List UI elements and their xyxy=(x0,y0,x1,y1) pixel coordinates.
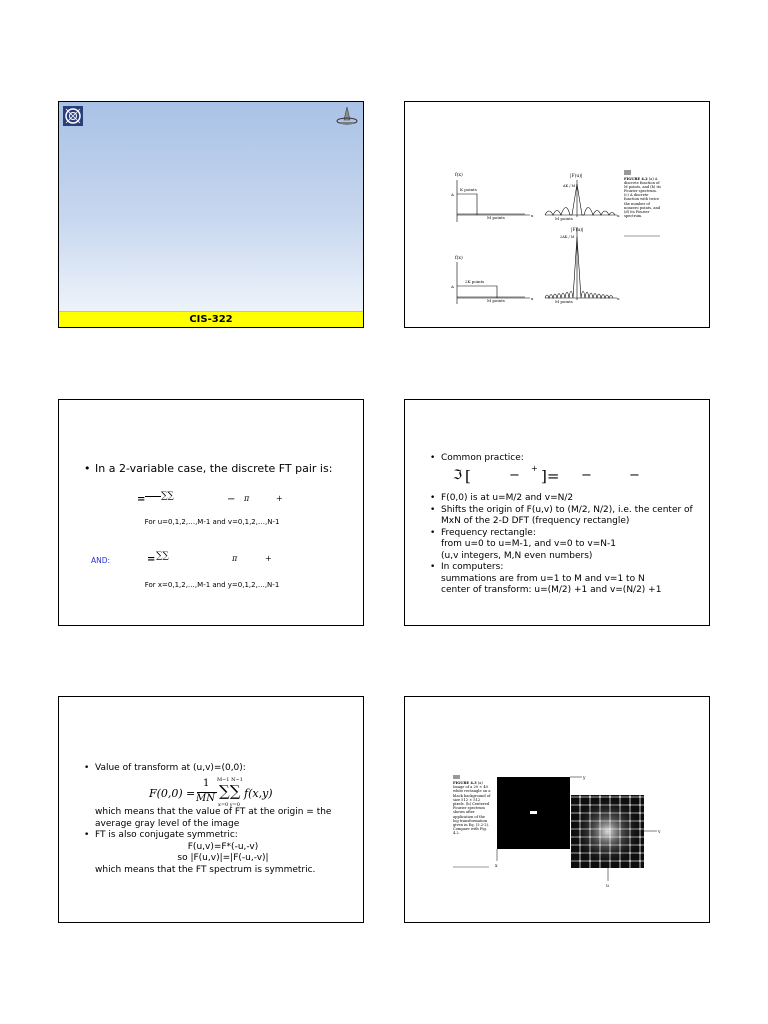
eq2-plus: + xyxy=(265,554,272,563)
conjugate-equation: F(u,v)=F*(-u,-v) xyxy=(187,841,259,852)
label-k-points-top: K points xyxy=(460,187,477,192)
inverse-dft-equation xyxy=(147,552,297,570)
label-f-x-top: f(x) xyxy=(455,173,463,178)
figure-4-3-caption xyxy=(453,781,491,836)
tower-logo-icon xyxy=(335,106,359,126)
label-f-x-bottom: f(x) xyxy=(455,256,463,261)
eq1-range: For u=0,1,2,…,M-1 and v=0,1,2,…,N-1 xyxy=(144,518,280,526)
shift-formula: ℑ [ − + ]= − − xyxy=(453,464,640,485)
figure-4-3-caption-title: FIGURE 4.3 xyxy=(453,781,477,785)
slide-4-bullets xyxy=(429,453,705,465)
formula-double-sum: ∑∑ xyxy=(219,782,241,800)
eq1-pi: π xyxy=(244,494,250,503)
label-abs-F-u-top: |F(u)| xyxy=(570,174,583,179)
plot-d-fourier-spectrum xyxy=(545,227,617,300)
summation-range-line: summations are from u=1 to M and v=1 to N xyxy=(441,573,645,584)
label-m-points-d: M points xyxy=(555,299,573,304)
ft-pair-intro: • In a 2-variable case, the discrete FT pair is: xyxy=(83,462,353,475)
figure-4-2-plots xyxy=(405,102,708,326)
frequency-rectangle-bullet: • Frequency rectangle: xyxy=(429,528,709,540)
slide-1-title xyxy=(58,101,364,328)
formula-numerator: 1 xyxy=(203,778,210,789)
average-gray-level-text: which means that the value of FT at the origin = the average gray level of the image xyxy=(95,807,332,829)
eq2-equals: = xyxy=(147,554,156,565)
eq1-plus: + xyxy=(276,494,283,503)
formula-denominator: MN xyxy=(196,793,215,804)
eq1-minus: − xyxy=(227,494,236,505)
label-u-top: u xyxy=(617,213,620,218)
slide-5-dc-value xyxy=(58,696,364,923)
formula-fxy: f(x,y) xyxy=(244,787,273,800)
course-code: CIS-322 xyxy=(189,314,233,325)
caption-panel-marker xyxy=(624,170,631,175)
plot-b-fourier-spectrum xyxy=(545,180,617,217)
eq1-range-wrap xyxy=(59,518,364,526)
slide-3-ft-pair xyxy=(58,399,364,626)
label-m-points-c: M points xyxy=(487,298,505,303)
white-rectangle xyxy=(530,811,537,814)
common-practice-bullet: • Common practice: xyxy=(429,453,705,465)
label-2k-points: 2K points xyxy=(465,279,485,284)
axis-label-y: x xyxy=(495,864,498,869)
conjugate-symmetric-bullet: • FT is also conjugate symmetric: xyxy=(83,830,363,842)
formula-eq: = xyxy=(186,787,196,800)
eq2-double-sum: ∑∑ xyxy=(156,551,169,561)
slide-5-bullets xyxy=(83,807,363,876)
forward-dft-equation xyxy=(137,492,297,510)
shift-bullet: • Shifts the origin of F(u,v) to (M/2, N/2), i.e. the center of MxN of the 2-D DFT (frequency rectangle) xyxy=(429,505,709,528)
axis-label-u: u xyxy=(606,884,609,889)
eq2-range: For x=0,1,2,…,M-1 and y=0,1,2,…,N-1 xyxy=(144,581,280,589)
label-m-points-b: M points xyxy=(555,216,573,221)
frequency-integers-line: (u,v integers, M,N even numbers) xyxy=(441,550,593,561)
and-label: AND: xyxy=(91,556,111,565)
eq1-double-sum: ∑∑ xyxy=(161,491,174,501)
formula-lhs: F(0,0) xyxy=(149,787,183,800)
figure-4-2-caption xyxy=(624,177,662,218)
eq2-pi: π xyxy=(232,554,238,563)
axis-label-v: v xyxy=(658,830,661,835)
label-u-bottom: u xyxy=(617,296,620,301)
label-ak-over-m: AK / M xyxy=(563,184,576,188)
slide-3-bullets xyxy=(83,462,353,475)
university-seal-icon xyxy=(63,106,83,126)
transform-center-line: center of transform: u=(M/2) +1 and v=(N/2) +1 xyxy=(441,585,662,595)
magnitude-symmetry-equation: so |F(u,v)|=|F(-u,-v)| xyxy=(177,853,269,863)
formula-sum-upper: M−1 N−1 xyxy=(217,777,243,783)
label-2ak-over-m: 2AK / M xyxy=(560,235,575,239)
spectrum-symmetric-text: which means that the FT spectrum is symmetric. xyxy=(95,864,316,875)
label-x-bottom: x xyxy=(531,296,534,301)
label-abs-F-u-bottom: |F(u)| xyxy=(571,228,584,233)
label-a-top: A xyxy=(451,192,454,197)
slide-6-figure-4-3 xyxy=(404,696,710,923)
label-m-points-a: M points xyxy=(487,215,505,220)
eq1-fraction-bar xyxy=(145,496,161,497)
figure-4-2-caption-body: (a) A discrete function of M points, and (b) its Fourier spectrum. (c) A discrete function with twice the number of nonzero points, and (d) its Fourier spectrum. xyxy=(624,177,661,218)
label-x-top: x xyxy=(531,213,534,218)
figure-4-2-caption-title: FIGURE 4.2 xyxy=(624,177,648,181)
formula-sum-lower: x=0 y=0 xyxy=(218,802,240,808)
figure-4-3-caption-body: (a) Image of a 20 × 40 white rectangle on a black background of size 512 × 512 pixels. (b) Centered Fourier spectrum shown after application of the log transformation given in Eq. (3.2-2). Compare with Fig. 4.2. xyxy=(453,781,491,836)
axis-label-x: y xyxy=(583,776,586,781)
slide-4-bullets-list xyxy=(429,493,709,597)
label-a-bottom: A xyxy=(451,284,454,289)
eq2-range-wrap xyxy=(59,581,364,589)
origin-bullet: • F(0,0) is at u=M/2 and v=N/2 xyxy=(429,493,709,505)
figure-4-3-images xyxy=(405,697,708,921)
transform-value-bullet: • Value of transform at (u,v)=(0,0): xyxy=(83,763,359,775)
slide-4-common-practice xyxy=(404,399,710,626)
caption-panel-marker-6 xyxy=(453,775,460,779)
eq1-equals: = xyxy=(137,494,146,505)
slide-5-bullet-1 xyxy=(83,763,359,775)
spectrum-center-glow xyxy=(571,795,644,868)
course-footer-bar xyxy=(59,311,363,327)
slide-2-figure-4-2 xyxy=(404,101,710,328)
computers-bullet: • In computers: xyxy=(429,562,709,574)
title-gradient-background xyxy=(59,102,363,312)
frequency-range-line: from u=0 to u=M-1, and v=0 to v=N-1 xyxy=(441,539,616,549)
fourier-operator-symbol: ℑ xyxy=(453,468,463,483)
